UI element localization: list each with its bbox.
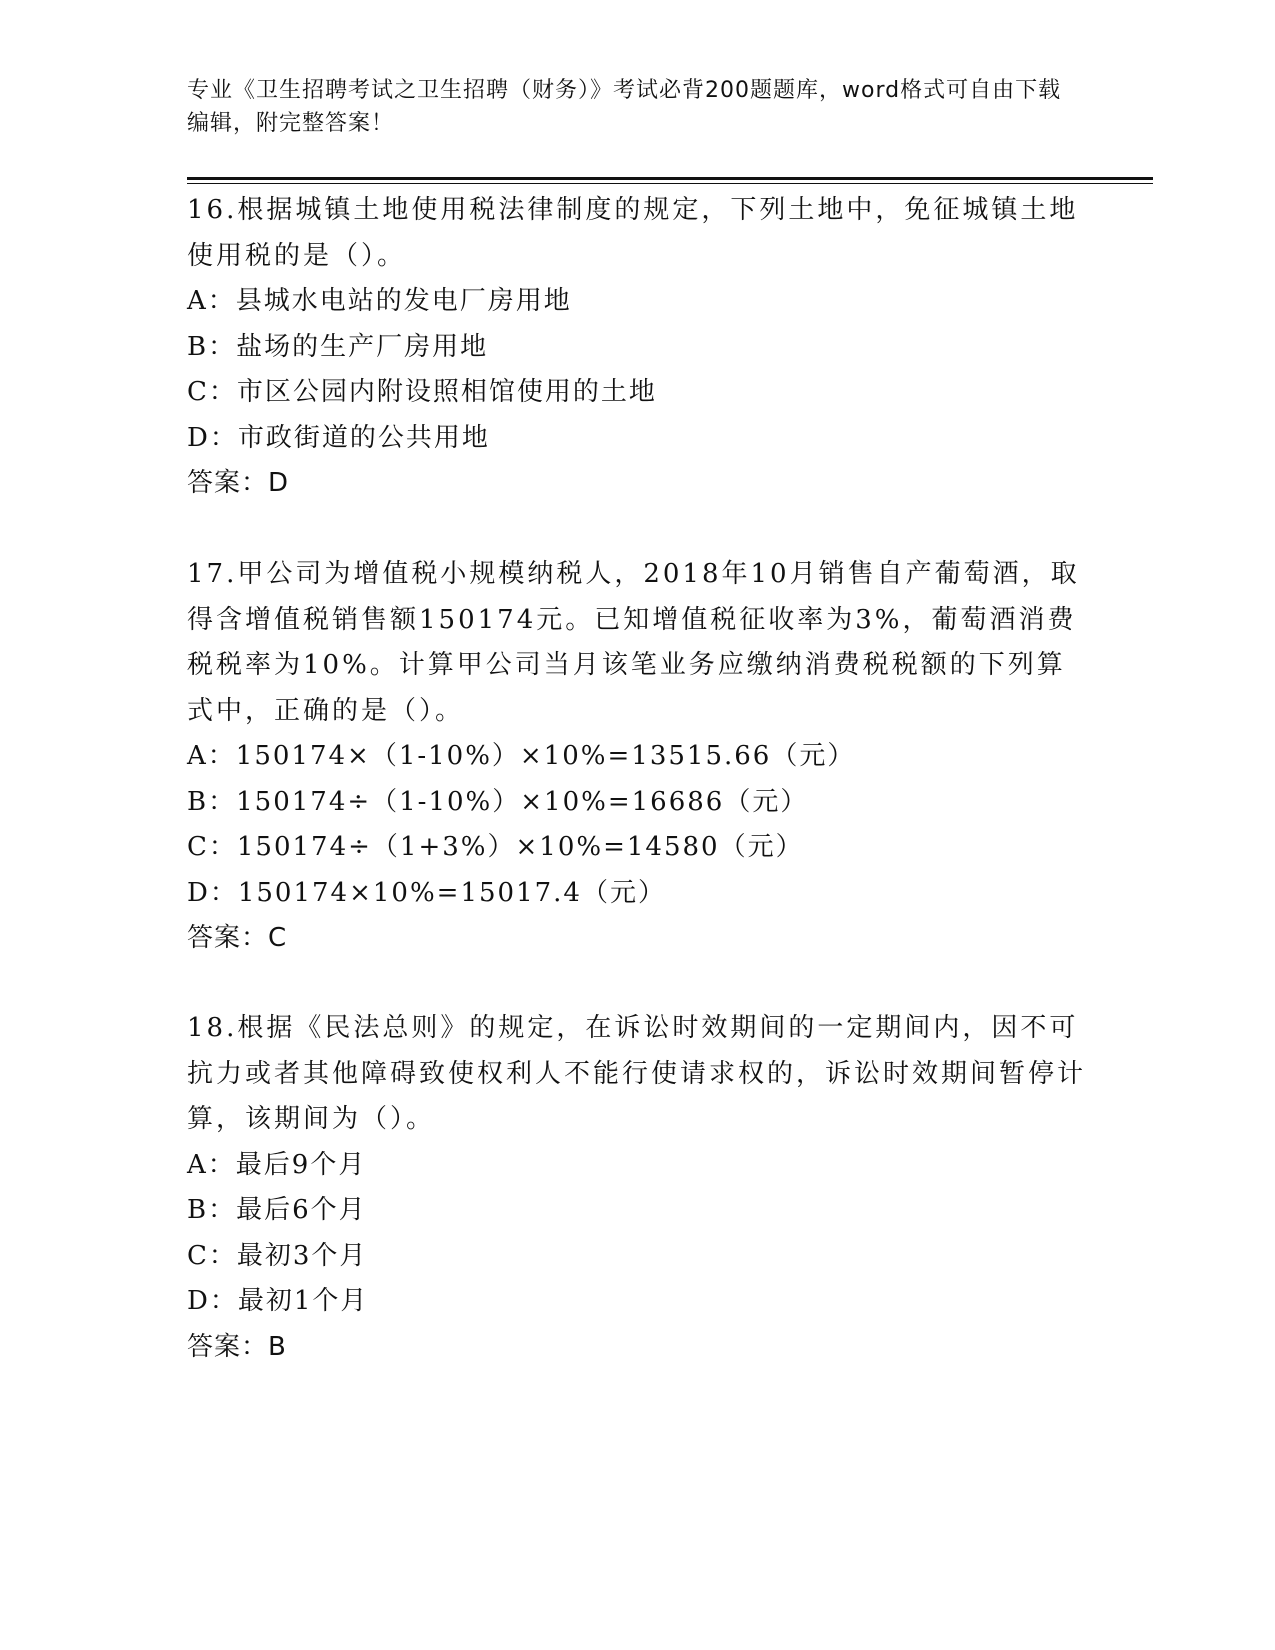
question-18 [187, 1006, 1087, 1370]
option-c: C：市区公园内附设照相馆使用的土地 [187, 377, 657, 407]
document-header: 专业《卫生招聘考试之卫生招聘（财务）》考试必背200题题库，word格式可自由下载编辑，附完整答案！ [187, 78, 1062, 136]
option-c: C：150174÷（1+3%）×10%=14580（元） [187, 832, 804, 862]
header-divider-thin [187, 183, 1153, 184]
header-divider-thick [187, 177, 1153, 180]
option-a: A：150174×（1-10%）×10%=13515.66（元） [187, 741, 856, 771]
option-d: D：最初1个月 [187, 1286, 369, 1316]
option-d: D：市政街道的公共用地 [187, 422, 490, 453]
question-17 [187, 552, 1087, 962]
question-16 [187, 188, 1087, 507]
option-d: D：150174×10%=15017.4（元） [187, 877, 666, 908]
question-stem: 17.甲公司为增值税小规模纳税人，2018年10月销售自产葡萄酒，取得含增值税销售额150174元。已知增值税征收率为3%，葡萄酒消费税税率为10%。计算甲公司当月该笔业务应缴纳消费税税额的下列算式中，正确的是（）。 [187, 559, 1080, 726]
question-stem: 18.根据《民法总则》的规定，在诉讼时效期间的一定期间内，因不可抗力或者其他障碍致使权利人不能行使请求权的，诉讼时效期间暂停计算，该期间为（）。 [187, 1013, 1087, 1134]
answer-label: 答案：D [187, 468, 290, 498]
option-a: A：最后9个月 [187, 1149, 367, 1180]
answer-label: 答案：B [187, 1331, 287, 1362]
question-stem: 16.根据城镇土地使用税法律制度的规定，下列土地中，免征城镇土地使用税的是（）。 [187, 195, 1079, 271]
option-c: C：最初3个月 [187, 1240, 368, 1271]
option-b: B：150174÷（1-10%）×10%=16686（元） [187, 786, 809, 817]
option-b: B：盐场的生产厂房用地 [187, 331, 489, 362]
option-a: A：县城水电站的发电厂房用地 [187, 286, 572, 316]
option-b: B：最后6个月 [187, 1195, 367, 1225]
answer-label: 答案：C [187, 923, 288, 953]
